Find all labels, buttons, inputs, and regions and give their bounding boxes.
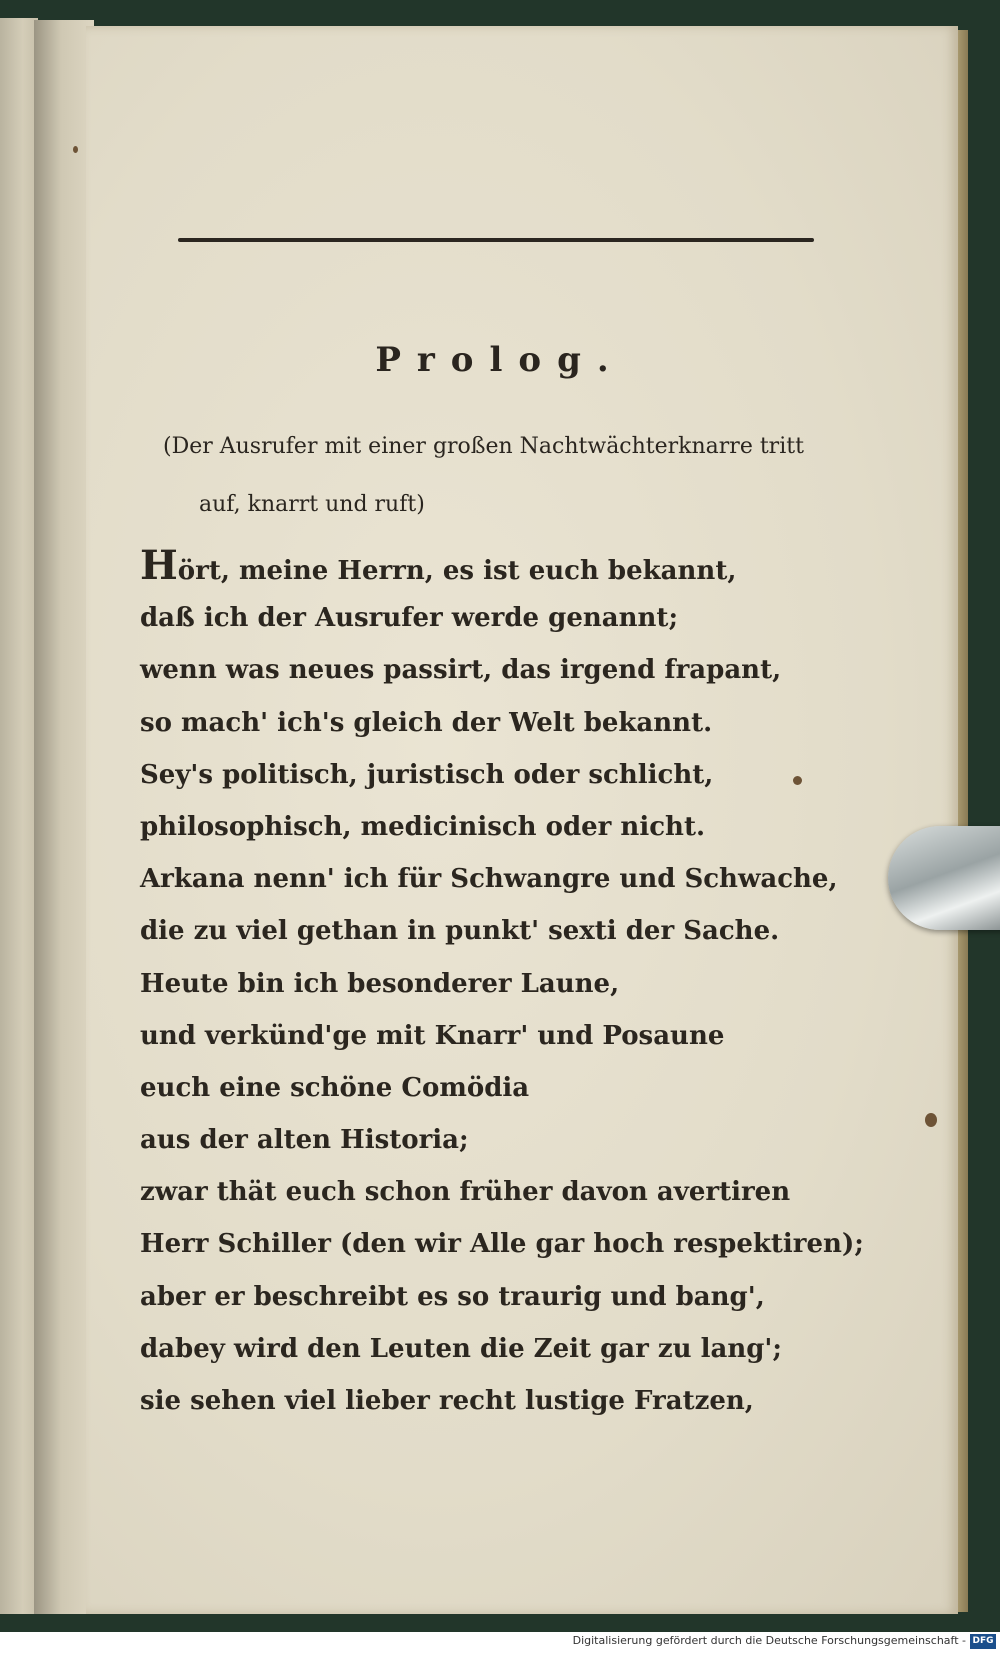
verse-line: daß ich der Ausrufer werde genannt; [140, 603, 679, 634]
verse-text [140, 540, 864, 1427]
verse-line: zwar thät euch schon früher davon avertiren [140, 1177, 791, 1208]
verse-line: philosophisch, medicinisch oder nicht. [140, 811, 706, 842]
stage-direction-line: auf, knarrt und ruft) [199, 492, 425, 517]
verse-line: sie sehen viel lieber recht lustige Fratzen, [140, 1386, 754, 1416]
header-rule [178, 238, 814, 242]
verse-line: wenn was neues passirt, das irgend frapant, [140, 655, 782, 686]
paper-stain [925, 1113, 937, 1127]
verse-line: Arkana nenn' ich für Schwangre und Schwache, [140, 864, 838, 895]
verse-line: aus der alten Historia; [140, 1125, 469, 1156]
left-page-edge [0, 18, 38, 1614]
verse-line: die zu viel gethan in punkt' sexti der Sache. [140, 916, 780, 947]
stage-direction [163, 418, 843, 534]
page-holder-clip [888, 826, 1000, 930]
dfg-logo: DFG [970, 1634, 996, 1649]
verse-line: euch eine schöne Comödia [140, 1072, 530, 1103]
verse-line: dabey wird den Leuten die Zeit gar zu lang'; [140, 1333, 782, 1364]
verse-line: und verkünd'ge mit Knarr' und Posaune [140, 1020, 725, 1051]
funding-credit: Digitalisierung gefördert durch die Deutsche Forschungsgemeinschaft - [572, 1634, 966, 1647]
verse-line: so mach' ich's gleich der Welt bekannt. [140, 707, 713, 738]
stage-direction-line: (Der Ausrufer mit einer großen Nachtwächterknarre tritt [163, 434, 804, 459]
verse-line: Sey's politisch, juristisch oder schlicht, [140, 759, 714, 790]
book-gutter [34, 20, 94, 1614]
paper-stain [73, 146, 78, 153]
verse-line: Herr Schiller (den wir Alle gar hoch respektiren); [140, 1229, 864, 1260]
verse-line: Heute bin ich besonderer Laune, [140, 968, 620, 999]
verse-line: Hört, meine Herrn, es ist euch bekannt, [140, 542, 737, 589]
verse-line: aber er beschreibt es so traurig und bang', [140, 1281, 765, 1312]
page-title: Prolog. [375, 340, 625, 380]
